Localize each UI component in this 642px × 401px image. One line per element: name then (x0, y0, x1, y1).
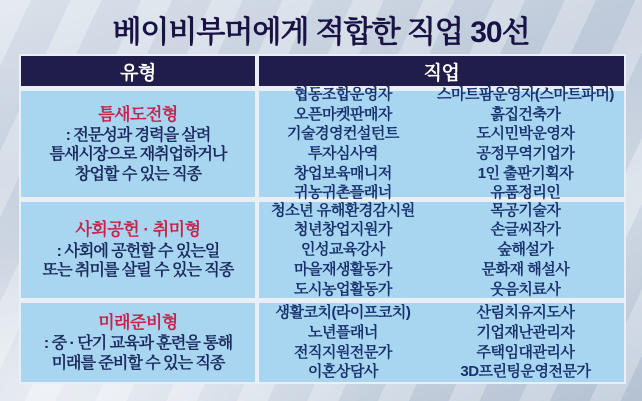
job-item: 청년창업지원가 (293, 221, 392, 239)
job-item: 3D프린팅운영전문가 (460, 363, 591, 381)
jobs-cell-social (259, 202, 624, 298)
job-item: 생활코치(라이프코치) (275, 304, 411, 322)
jobs-cell-niche (259, 85, 624, 202)
type-cell-social (21, 202, 255, 298)
job-item: 기업재난관리자 (476, 323, 575, 341)
type-cell-future (21, 303, 255, 382)
type-label: 틈새도전형 (98, 104, 178, 124)
job-item: 투자심사역 (307, 145, 378, 162)
jobs-column (427, 305, 624, 380)
type-desc-line: : 전문성과 경력을 살려 (65, 126, 211, 144)
job-item: 스마트팜운영자(스마트파머) (437, 85, 614, 103)
job-item: 문화재 해설사 (481, 260, 570, 278)
jobs-column (427, 201, 624, 298)
job-item: 기술경영컨설턴트 (286, 125, 399, 143)
job-item: 창업보육매니저 (293, 164, 392, 182)
type-desc-line: : 중 · 단기 교육과 훈련을 통해 (43, 335, 233, 353)
table-row (21, 85, 624, 202)
job-item: 도시농업활동가 (293, 280, 392, 298)
jobs-column (259, 85, 427, 202)
header-job: 직업 (259, 56, 624, 86)
type-desc-line: 또는 취미를 살릴 수 있는 직종 (42, 262, 234, 280)
table-row (21, 202, 624, 298)
job-item: 공정무역기업가 (476, 145, 575, 162)
type-desc-line: 미래를 준비할 수 있는 직종 (51, 354, 225, 372)
job-item: 청소년 유해환경감시원 (271, 201, 415, 219)
table-header-row (21, 56, 624, 86)
job-item: 산림치유지도사 (476, 304, 575, 322)
page-title: 베이비부머에게 적합한 직업 30선 (112, 16, 530, 49)
job-item: 오픈마켓판매자 (293, 105, 392, 123)
job-item: 목공기술자 (490, 201, 561, 219)
job-item: 인성교육강사 (300, 241, 385, 259)
jobs-column (427, 85, 624, 202)
job-item: 1인 출판기획자 (477, 164, 574, 182)
job-item: 주택임대관리사 (476, 343, 575, 361)
job-item: 도시민박운영자 (476, 125, 575, 143)
job-item: 손글씨작가 (490, 221, 561, 239)
job-item: 노년플래너 (307, 323, 378, 341)
jobs-column (259, 305, 427, 380)
type-desc-line: 창업할 수 있는 직종 (75, 165, 201, 183)
type-label: 미래준비형 (98, 312, 178, 332)
type-desc-line: 틈새시장으로 재취업하거나 (49, 146, 227, 164)
job-item: 흙집건축가 (490, 105, 561, 123)
jobs-column (259, 201, 427, 298)
job-item: 이혼상담사 (307, 363, 378, 381)
jobs-table (19, 54, 626, 384)
header-type: 유형 (21, 56, 255, 86)
job-item: 마을재생활동가 (293, 260, 392, 278)
job-item: 숲해설가 (497, 241, 554, 259)
job-item: 유품정리인 (490, 184, 561, 202)
job-item: 웃음치료사 (490, 280, 561, 298)
type-cell-niche (21, 91, 255, 197)
table-row (21, 303, 624, 382)
jobs-cell-future (259, 303, 624, 382)
job-item: 협동조합운영자 (293, 85, 392, 103)
type-desc-line: : 사회에 공헌할 수 있는일 (56, 242, 220, 260)
type-label: 사회공헌 · 취미형 (75, 220, 201, 240)
job-item: 귀농귀촌플래너 (293, 184, 392, 202)
job-item: 전직지원전문가 (293, 343, 392, 361)
